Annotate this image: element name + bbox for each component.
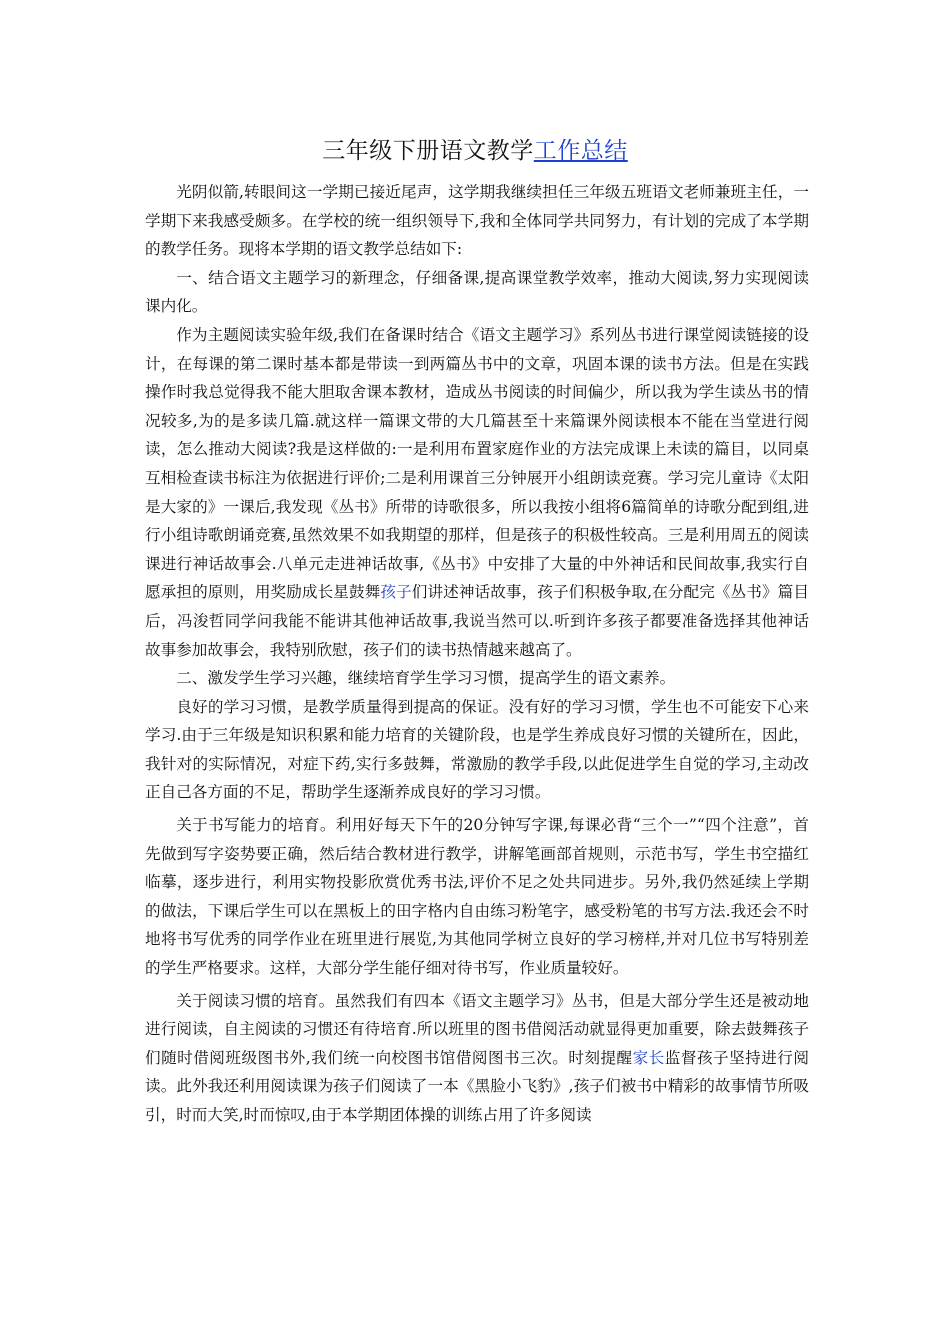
paragraph-reading-practice — [145, 321, 809, 664]
paragraph-text: 监督孩子坚持进行阅读。此外我还利用阅读课为孩子们阅读了一本《黑脸小飞豹》,孩子们被书中精彩的故事情节所吸引，时而大笑,时而惊叹,由于本学期团体操的训练占用了许多阅读 — [145, 1048, 809, 1124]
paragraph-intro: 光阴似箭,转眼间这一学期已接近尾声，这学期我继续担任三年级五班语文老师兼班主任，一学期下来我感受颇多。在学校的统一组织领导下,我和全体同学共同努力，有计划的完成了本学期的教学任务。现将本学期的语文教学总结如下: — [145, 183, 809, 259]
paragraph-text: 们讲述神话故事，孩子们积极争取,在分配完《丛书》篇目后，冯浚哲同学问我能不能讲其他神话故事,我说当然可以.听到许多孩子都要准备选择其他神话故事参加故事会，我特别欣慰，孩子们的读书热情越来越高了。 — [145, 583, 809, 659]
paragraph-text: 关于阅读习惯的培育。虽然我们有四本《语文主题学习》丛书，但是大部分学生还是被动地进行阅读，自主阅读的习惯还有待培育.所以班里的图书借阅活动就显得更加重要，除去鼓舞孩子们随时借阅班级图书外,我们统一向校图书馆借阅图书三次。时刻提醒 — [145, 991, 809, 1067]
document-body — [145, 178, 809, 1130]
title-text: 三年级下册语文教学 — [322, 138, 534, 164]
paragraph-writing-skills: 关于书写能力的培育。利用好每天下午的20分钟写字课,每课必背“三个一”“四个注意”，首先做到写字姿势要正确，然后结合教材进行教学，讲解笔画部首规则，示范书写，学生书空描红临摹，逐步进行，利用实物投影欣赏优秀书法,评价不足之处共同进步。另外,我仍然延续上学期的做法，下课后学生可以在黑板上的田字格内自由练习粉笔字，感受粉笔的书写方法.我还会不时地将书写优秀的同学作业在班里进行展览,为其他同学树立良好的学习榜样,并对几位书写特别差的学生严格要求。这样，大部分学生能仔细对待书写，作业质量较好。 — [145, 816, 809, 978]
paragraph-text: 作为主题阅读实验年级,我们在备课时结合《语文主题学习》系列丛书进行课堂阅读链接的设计，在每课的第二课时基本都是带读一到两篇丛书中的文章，巩固本课的读书方法。但是在实践操作时我总觉得我不能大胆取舍课本教材，造成丛书阅读的时间偏少，所以我为学生读丛书的情况较多,为的是多读几篇.就这样一篇课文带的大几篇甚至十来篇课外阅读根本不能在当堂进行阅读，怎么推动大阅读?我是这样做的:一是利用布置家庭作业的方法完成课上未读的篇目，以同桌互相检查读书标注为依据进行评价;二是利用课首三分钟展开小组朗读竞赛。学习完儿童诗《太阳是大家的》一课后,我发现《丛书》所带的诗歌很多，所以我按小组将6篇简单的诗歌分配到组,进行小组诗歌朗诵竞赛,虽然效果不如我期望的那样，但是孩子的积极性较高。三是利用周五的阅读课进行神话故事会.八单元走进神话故事,《丛书》中安排了大量的中外神话和民间故事,我实行自愿承担的原则，用奖励成长星鼓舞 — [145, 325, 809, 602]
title-link-work-summary[interactable]: 工作总结 — [533, 138, 628, 164]
section-heading-2: 二、激发学生学习兴趣，继续培育学生学习习惯，提高学生的语文素养。 — [176, 669, 676, 688]
document-title — [0, 134, 950, 168]
paragraph-study-habits: 良好的学习习惯，是教学质量得到提高的保证。没有好的学习习惯，学生也不可能安下心来学习.由于三年级是知识积累和能力培育的关键阶段，也是学生养成良好习惯的关键所在，因此，我针对的实际情况，对症下药,实行多鼓舞，常激励的教学手段,以此促进学生自觉的学习,主动改正自己各方面的不足，帮助学生逐渐养成良好的学习习惯。 — [145, 697, 809, 802]
link-children[interactable]: 孩子 — [380, 583, 412, 602]
paragraph-reading-habits — [145, 987, 809, 1130]
link-parents[interactable]: 家长 — [632, 1048, 665, 1067]
section-heading-1: 一、结合语文主题学习的新理念，仔细备课,提高课堂教学效率，推动大阅读,努力实现阅读课内化。 — [145, 268, 809, 316]
